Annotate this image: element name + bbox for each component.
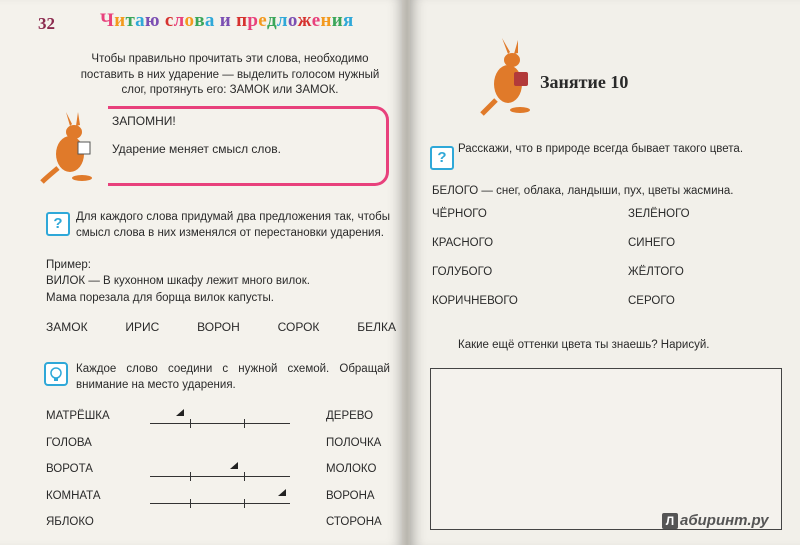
match-row [46,437,396,463]
stress-mark [230,462,238,469]
right-word: МОЛОКО [326,463,377,475]
left-word: МАТРЁШКА [46,410,110,422]
stress-mark [278,489,286,496]
intro-text: Чтобы правильно прочитать эти слова, необходимо поставить в них ударение — выделить голосом нужный слог, протянуть его: ЗАМОК или ЗАМОК. [80,53,380,96]
match-row [46,463,396,489]
color-word: КРАСНОГО [432,237,494,249]
right-word: ДЕРЕВО [326,410,374,422]
page-number: 32 [38,14,55,33]
drawing-box [430,368,782,530]
lightbulb-icon [44,362,68,386]
example-label: Пример: [46,259,91,271]
remember-title: ЗАПОМНИ! [112,114,176,128]
task-text: Расскажи, что в природе всегда бывает такого цвета. [458,143,744,155]
color-word: СЕРОГО [628,295,675,307]
left-word: ЯБЛОКО [46,516,94,528]
stress-scheme [150,471,290,481]
right-word: ВОРОНА [326,490,375,502]
section-header: Читаю слова и предложения [100,10,354,31]
example-line-2: Мама порезала для борща вилок капусты. [46,292,275,304]
left-word: КОМНАТА [46,490,101,502]
watermark-logo-icon: Л [662,513,678,529]
example-line-1: ВИЛОК — В кухонном шкафу лежит много вилок. [46,275,310,287]
match-row [46,490,396,516]
word-item: ИРИС [125,320,160,334]
word-item: ЗАМОК [46,320,88,334]
question-icon: ? [430,146,454,170]
color-word: ЗЕЛЁНОГО [628,208,690,220]
stress-mark [176,409,184,416]
kangaroo-illustration [480,38,542,116]
word-item: ВОРОН [197,320,240,334]
stress-scheme [150,418,290,428]
color-word: СИНЕГО [628,237,676,249]
left-word: ГОЛОВА [46,437,92,449]
right-page [410,0,800,545]
color-word: ГОЛУБОГО [432,266,493,278]
question-icon: ? [46,212,70,236]
watermark [662,512,769,529]
kangaroo-illustration [40,112,102,184]
color-word: ЧЁРНОГО [432,208,487,220]
word-item: СОРОК [277,320,320,334]
right-word: СТОРОНА [326,516,382,528]
words-row [46,320,396,334]
left-word: ВОРОТА [46,463,93,475]
colors-left-column [432,208,518,324]
color-word: ЖЁЛТОГО [628,266,684,278]
remember-text: Ударение меняет смысл слов. [112,142,281,156]
lesson-title: Занятие 10 [540,72,629,92]
example-text: БЕЛОГО — снег, облака, ландыши, пух, цветы жасмина. [432,185,734,197]
color-word: КОРИЧНЕВОГО [432,295,518,307]
task1-text: Для каждого слова придумай два предложения так, чтобы смысл слова в них изменялся от перестановки ударения. [76,211,390,239]
stress-scheme [150,498,290,508]
right-word: ПОЛОЧКА [326,437,382,449]
watermark-text: абиринт.ру [680,512,769,529]
word-item: БЕЛКА [357,320,396,334]
task2-text: Каждое слово соедини с нужной схемой. Обращай внимание на место ударения. [76,363,390,391]
colors-right-column [628,208,690,324]
match-row [46,410,396,436]
match-row [46,516,396,542]
draw-prompt: Какие ещё оттенки цвета ты знаешь? Нарисуй. [458,339,710,351]
